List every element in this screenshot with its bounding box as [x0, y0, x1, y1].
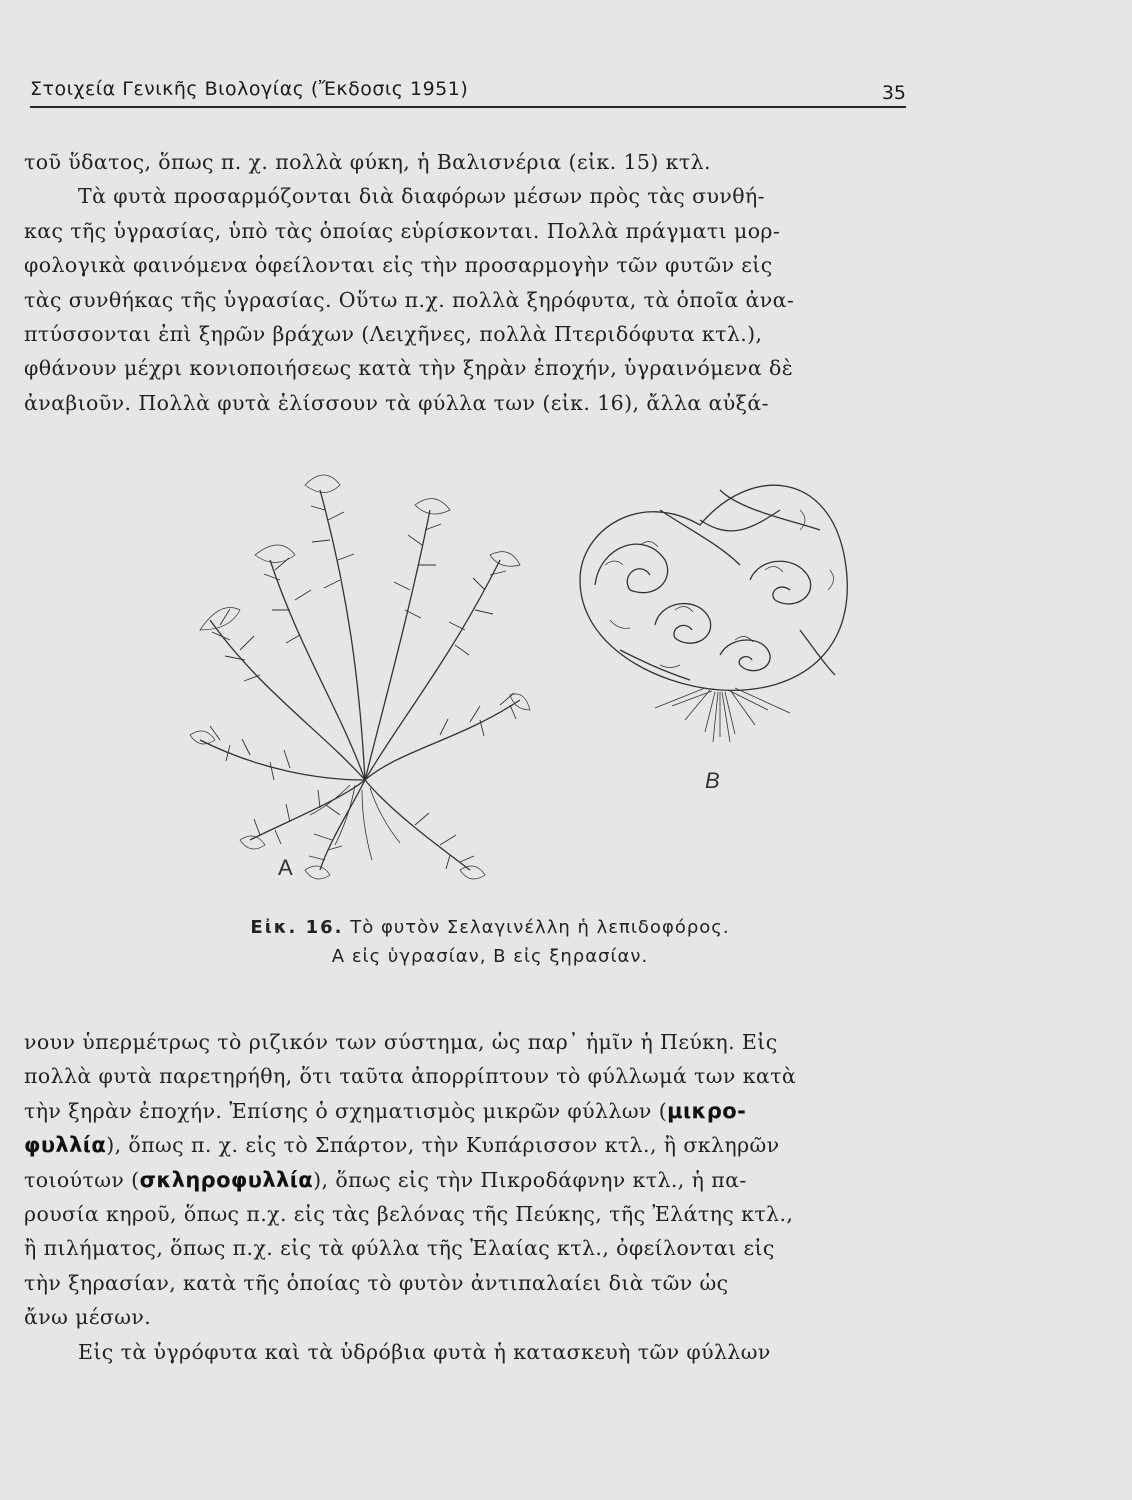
plant-b-drawing	[580, 485, 847, 742]
text-line: τοιούτων (σκληροφυλλία), ὅπως εἰς τὴν Πικροδάφνην κτλ., ἡ πα-	[24, 1167, 747, 1192]
figure-caption-line2: Α εἰς ὑγρασίαν, Β εἰς ξηρασίαν.	[331, 946, 649, 967]
selaginella-illustration	[100, 450, 860, 900]
text-line: φθάνουν μέχρι κονιοποιήσεως κατὰ τὴν ξηρὰν ἐποχήν, ὑγραινόμενα δὲ	[24, 356, 794, 381]
term-sklirofyllia: σκληροφυλλία	[139, 1167, 314, 1192]
text-line: ρουσία κηροῦ, ὅπως π.χ. εἰς τὰς βελόνας τῆς Πεύκης, τῆς Ἐλάτης κτλ.,	[24, 1202, 794, 1227]
text-line: ἄνω μέσων.	[24, 1305, 152, 1330]
paragraph-top	[24, 145, 904, 420]
term-mikrofyllia-part1: μικρο-	[667, 1098, 747, 1123]
text-line: πτύσσονται ἐπὶ ξηρῶν βράχων (Λειχῆνες, πολλὰ Πτεριδόφυτα κτλ.),	[24, 322, 763, 347]
figure-caption-line1	[140, 917, 840, 938]
running-header	[30, 76, 906, 108]
label-a: A	[278, 855, 293, 880]
text-line: κας τῆς ὑγρασίας, ὑπὸ τὰς ὁποίας εὑρίσκονται. Πολλὰ πράγματι μορ-	[24, 218, 781, 243]
label-b: B	[705, 768, 720, 793]
text-line: φυλλία), ὅπως π. χ. εἰς τὸ Σπάρτον, τὴν Κυπάρισσον κτλ., ἢ σκληρῶν	[24, 1133, 780, 1158]
figure-selaginella	[100, 450, 860, 900]
figure-caption-text: Τὸ φυτὸν Σελαγινέλλη ἡ λεπιδοφόρος.	[350, 917, 730, 938]
paragraph-bottom	[24, 1025, 904, 1369]
text-line: τὴν ξηρὰν ἐποχήν. Ἐπίσης ὁ σχηματισμὸς μικρῶν φύλλων (μικρο-	[24, 1098, 747, 1123]
text-line: νουν ὑπερμέτρως τὸ ριζικόν των σύστημα, ὡς παρ᾽ ἡμῖν ἡ Πεύκη. Εἰς	[24, 1030, 778, 1054]
page-number: 35	[881, 82, 906, 104]
term-mikrofyllia-part2: φυλλία	[24, 1133, 107, 1158]
text-line: τὰς συνθήκας τῆς ὑγρασίας. Οὕτω π.χ. πολλὰ ξηρόφυτα, τὰ ὁποῖα ἀνα-	[24, 287, 795, 312]
text-line: Τὰ φυτὰ προσαρμόζονται διὰ διαφόρων μέσων πρὸς τὰς συνθή-	[78, 184, 765, 209]
text-line: Εἰς τὰ ὑγρόφυτα καὶ τὰ ὑδρόβια φυτὰ ἡ κατασκευὴ τῶν φύλλων	[78, 1339, 771, 1364]
figure-caption-number: Εἰκ. 16.	[250, 917, 344, 938]
plant-a-drawing	[190, 475, 530, 879]
text-line: ἀναβιοῦν. Πολλὰ φυτὰ ἑλίσσουν τὰ φύλλα των (εἰκ. 16), ἄλλα αὐξά-	[24, 390, 769, 415]
text-line: φολογικὰ φαινόμενα ὀφείλονται εἰς τὴν προσαρμογὴν τῶν φυτῶν εἰς	[24, 253, 773, 278]
text-line: τοῦ ὕδατος, ὅπως π. χ. πολλὰ φύκη, ἡ Βαλισνέρια (εἰκ. 15) κτλ.	[24, 150, 711, 174]
text-line: ἢ πιλήματος, ὅπως π.χ. εἰς τὰ φύλλα τῆς Ἐλαίας κτλ., ὀφείλονται εἰς	[24, 1236, 775, 1261]
running-header-title: Στοιχεία Γενικῆς Βιολογίας (Ἔκδοσις 1951)	[30, 78, 469, 100]
text-line: τὴν ξηρασίαν, κατὰ τῆς ὁποίας τὸ φυτὸν ἀντιπαλαίει διὰ τῶν ὡς	[24, 1270, 729, 1295]
text-line: πολλὰ φυτὰ παρετηρήθη, ὅτι ταῦτα ἀπορρίπτουν τὸ φύλλωμά των κατὰ	[24, 1064, 797, 1089]
